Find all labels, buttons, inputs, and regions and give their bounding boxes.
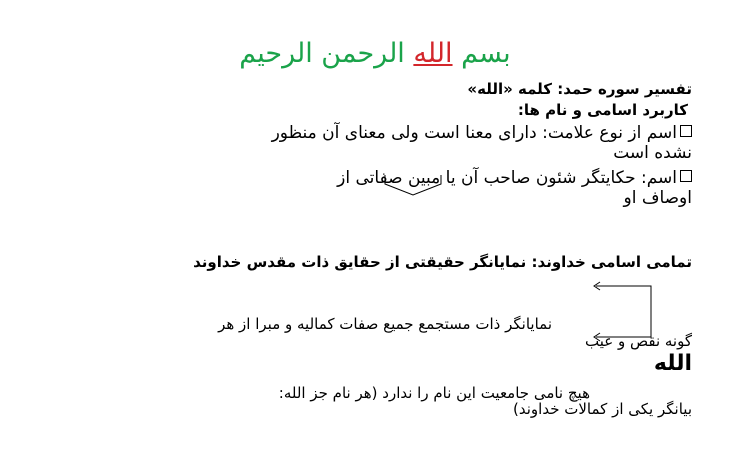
heading-names-usage: کاربرد اسامی و نام ها: [517,101,688,119]
comprehensiveness-statement-cont: بیانگر یکی از کمالات خداوند) [513,400,692,418]
bullet-attribute-name-cont: اوصاف او [623,188,692,208]
bullet-sign-name-cont: نشده است [613,143,692,163]
comprehensiveness-statement: هیچ نامی جامعیت این نام را ندارد (هر نام جز الله: [278,384,590,402]
bracket-arrow-icon [594,282,651,341]
bullet-sign-text: اسم از نوع علامت: دارای معنا است ولی معنای آن منظور [271,123,677,143]
essence-statement-cont: گونه نقص و عیب [585,332,692,350]
down-arrow-icon [385,175,441,195]
bullet-attribute-text: اسم: حکایتگر شئون صاحب آن یا مبین صفاتی از [337,168,677,188]
title-allah: الله [413,38,453,69]
allah-word: الله [653,351,692,376]
all-names-statement: تمامی اسامی خداوند: نمایانگر حقیقتی از حقایق ذات مقدس خداوند [193,253,692,271]
title-part2: الرحمن الرحیم [239,38,414,69]
heading-surah-hamd: تفسیر سوره حمد: کلمه «الله» [467,80,692,98]
essence-statement: نمایانگر ذات مستجمع جمیع صفات کمالیه و مبرا از هر [218,315,552,333]
title-part1: بسم [452,38,511,69]
